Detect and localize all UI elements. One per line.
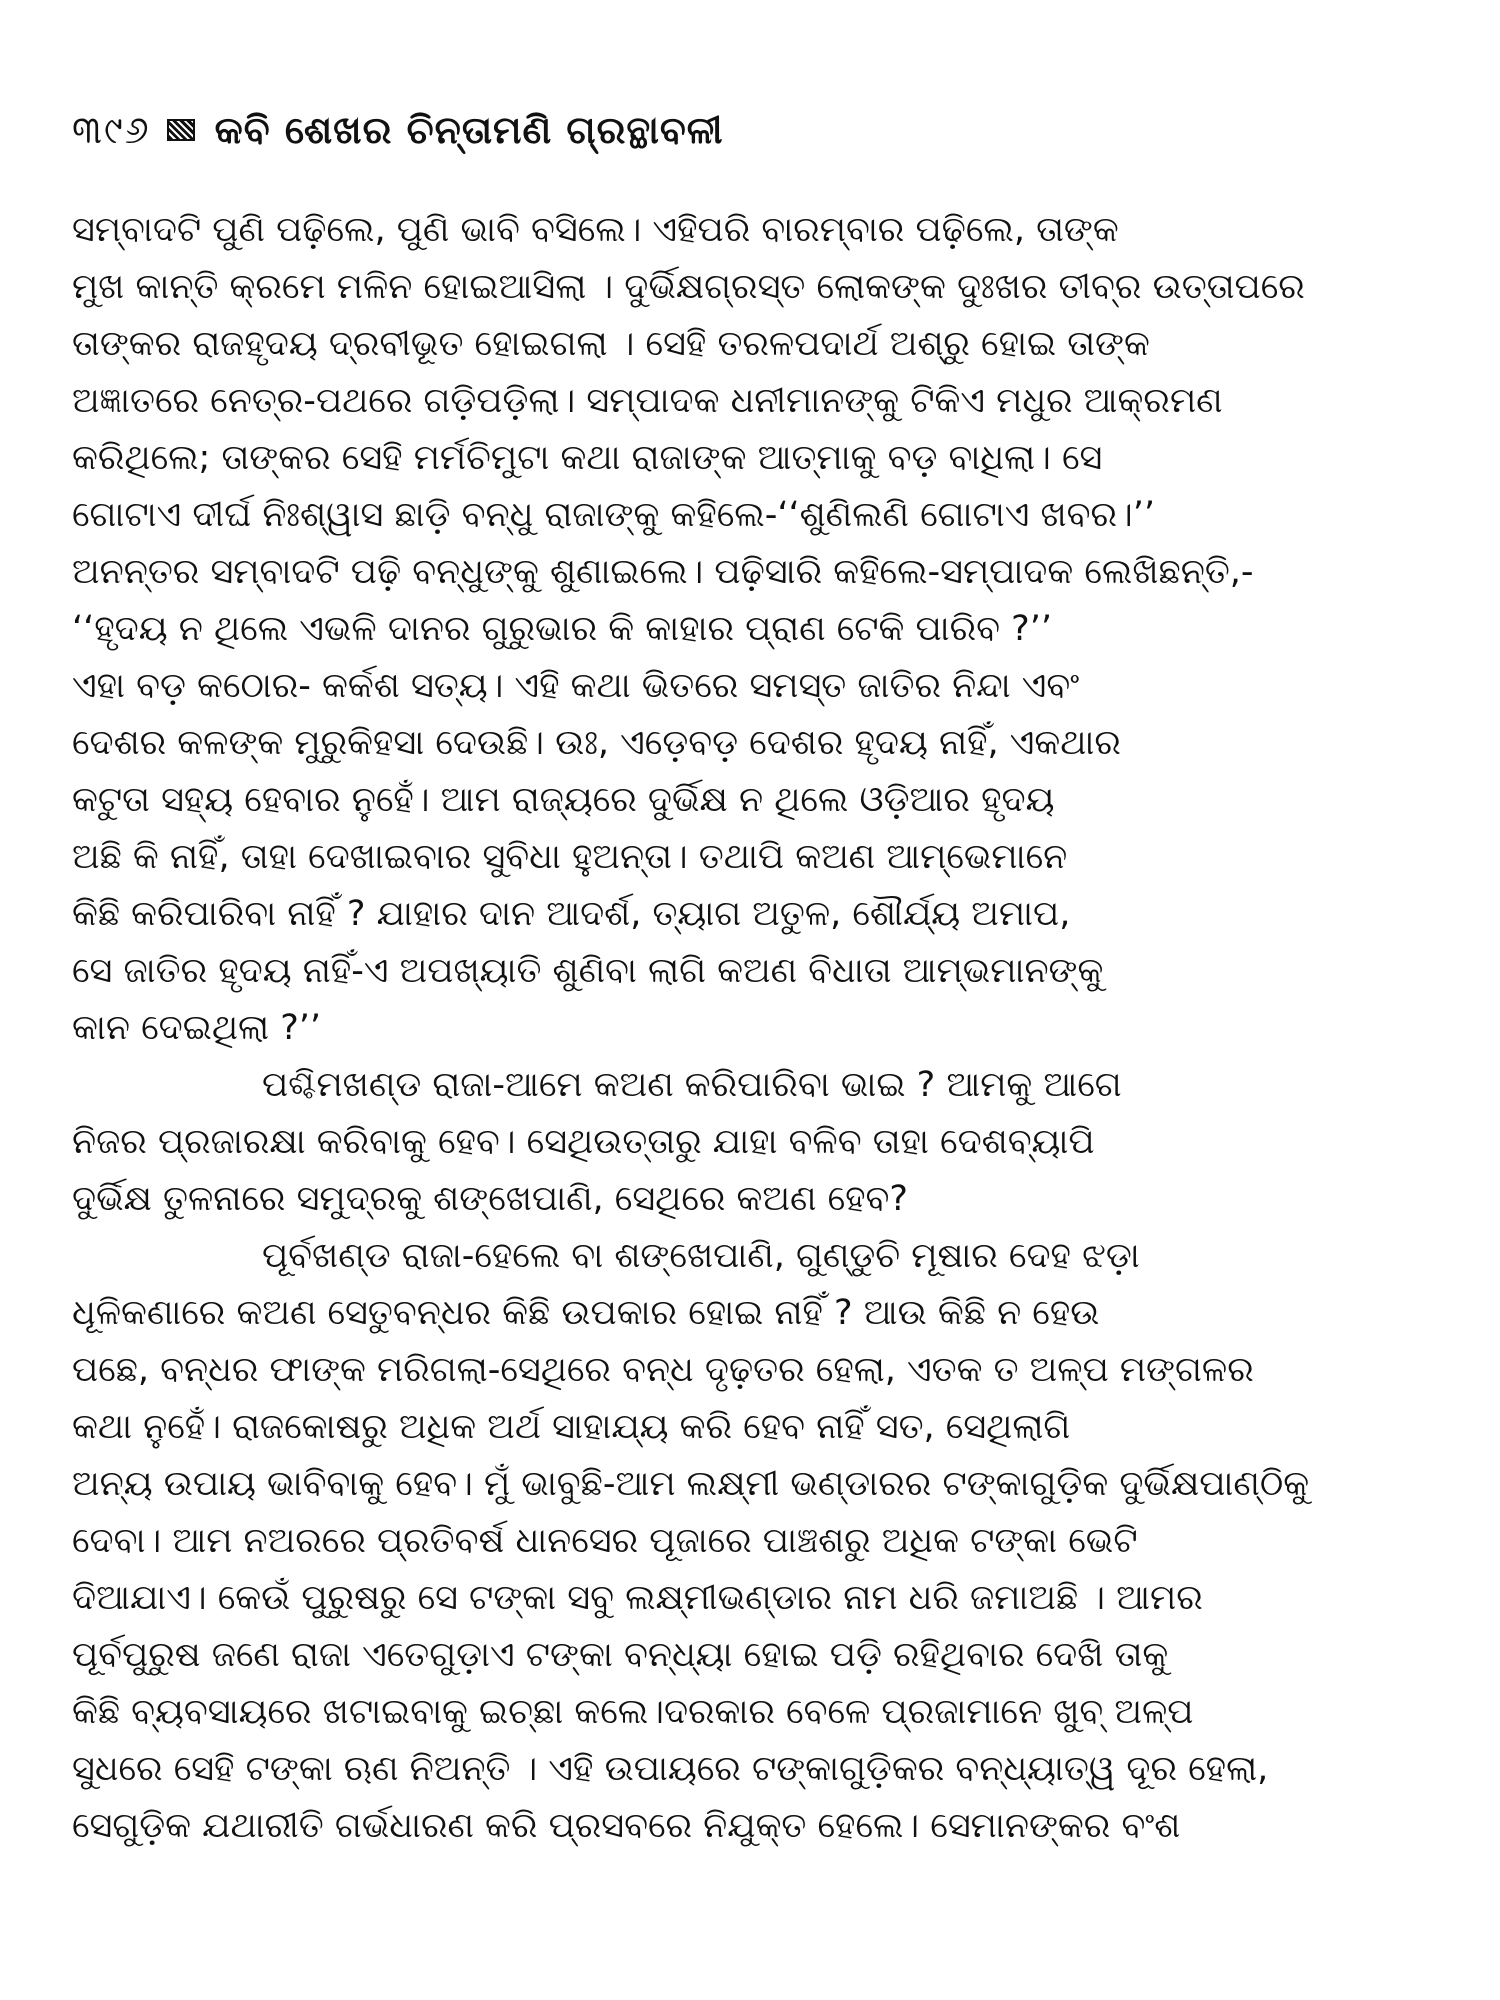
text-line: ଗୋଟାଏ ଦୀର୍ଘ ନିଃଶ୍ୱାସ ଛାଡ଼ି ବନ୍ଧୁ ରାଜାଙ୍କୁ କହିଲେ-‘‘ଶୁଣିଲଣି ଗୋଟାଏ ଖବର।’’ bbox=[72, 495, 1156, 535]
text-line: କରିଥିଲେ; ତାଙ୍କର ସେହି ମର୍ମଚିମୁଟା କଥା ରାଜାଙ୍କ ଆତ୍ମାକୁ ବଡ଼ ବାଧିଲା। ସେ bbox=[72, 438, 1103, 478]
text-line: ସେଗୁଡ଼ିକ ଯଥାରୀତି ଗର୍ଭଧାରଣ କରି ପ୍ରସବରେ ନିଯୁକ୍ତ ହେଲେ। ସେମାନଙ୍କର ବଂଶ bbox=[72, 1806, 1181, 1846]
separator-square-icon bbox=[167, 119, 195, 141]
text-line: କଥା ନୁହେଁ। ରାଜକୋଷରୁ ଅଧିକ ଅର୍ଥ ସାହାଯ୍ୟ କରି ହେବ ନାହିଁ ସତ, ସେଥିଲାଗି bbox=[72, 1407, 1071, 1447]
text-line: ‘‘ହୃଦୟ ନ ଥିଲେ ଏଭଳି ଦାନର ଗୁରୁଭାର କି କାହାର ପ୍ରାଣ ଟେକି ପାରିବ ?’’ bbox=[72, 609, 1052, 649]
text-line: ଦେଶର କଳଙ୍କ ମୁରୁକିହସା ଦେଉଛି। ଉଃ, ଏଡ଼େବଡ଼ ଦେଶର ହୃଦୟ ନାହିଁ, ଏକଥାର bbox=[72, 723, 1121, 763]
page-number: ୩୯୬ bbox=[72, 107, 151, 152]
text-line: କଟୁତା ସହ୍ୟ ହେବାର ନୁହେଁ। ଆମ ରାଜ୍ୟରେ ଦୁର୍ଭିକ୍ଷ ନ ଥିଲେ ଓଡ଼ିଆର ହୃଦୟ bbox=[72, 780, 1055, 820]
text-line: ସେ ଜାତିର ହୃଦୟ ନାହିଁ-ଏ ଅପଖ୍ୟାତି ଶୁଣିବା ଲାଗି କଅଣ ବିଧାତା ଆମ୍ଭମାନଙ୍କୁ bbox=[72, 951, 1104, 991]
text-line: ନିଜର ପ୍ରଜାରକ୍ଷା କରିବାକୁ ହେବ। ସେଥିଉତ୍ତାରୁ ଯାହା ବଳିବ ତାହା ଦେଶବ୍ୟାପି bbox=[72, 1122, 1095, 1162]
body-text bbox=[72, 202, 1422, 1855]
text-line: ଦିଆଯାଏ। କେଉଁ ପୁରୁଷରୁ ସେ ଟଙ୍କା ସବୁ ଲକ୍ଷ୍ମୀଭଣ୍ଡାର ନାମ ଧରି ଜମାଅଛି । ଆମର bbox=[72, 1578, 1203, 1618]
text-line: ତାଙ୍କର ରାଜହୃଦୟ ଦ୍ରବୀଭୂତ ହୋଇଗଲା । ସେହି ତରଳପଦାର୍ଥ ଅଶ୍ରୁ ହୋଇ ତାଙ୍କ bbox=[72, 324, 1150, 364]
text-line: ଅଜ୍ଞାତରେ ନେତ୍ର-ପଥରେ ଗଡ଼ିପଡ଼ିଲା। ସମ୍ପାଦକ ଧନୀମାନଙ୍କୁ ଟିକିଏ ମଧୁର ଆକ୍ରମଣ bbox=[72, 381, 1223, 421]
text-line: ଅନନ୍ତର ସମ୍ବାଦଟି ପଢ଼ି ବନ୍ଧୁଙ୍କୁ ଶୁଣାଇଲେ। ପଢ଼ିସାରି କହିଲେ-ସମ୍ପାଦକ ଲେଖିଛନ୍ତି,- bbox=[72, 552, 1254, 592]
text-line: ସମ୍ବାଦଟି ପୁଣି ପଢ଼ିଲେ, ପୁଣି ଭାବି ବସିଲେ। ଏହିପରି ବାରମ୍ବାର ପଢ଼ିଲେ, ତାଙ୍କ bbox=[72, 210, 1119, 250]
text-line: ଦୁର୍ଭିକ୍ଷ ତୁଳନାରେ ସମୁଦ୍ରକୁ ଶଙ୍ଖେପାଣି, ସେଥିରେ କଅଣ ହେବ? bbox=[72, 1179, 908, 1219]
text-line: ପୂର୍ବଖଣ୍ଡ ରାଜା-ହେଲେ ବା ଶଙ୍ଖେପାଣି, ଗୁଣ୍ଡୁଚି ମୂଷାର ଦେହ ଝଡ଼ା bbox=[262, 1236, 1140, 1276]
text-line: ପଛେ, ବନ୍ଧର ଫାଙ୍କ ମରିଗଲା-ସେଥିରେ ବନ୍ଧ ଦୃଢ଼ତର ହେଲା, ଏତକ ତ ଅଳ୍ପ ମଙ୍ଗଳର bbox=[72, 1350, 1254, 1390]
text-line: ଏହା ବଡ଼ କଠୋର- କର୍କଶ ସତ୍ୟ। ଏହି କଥା ଭିତରେ ସମସ୍ତ ଜାତିର ନିନ୍ଦା ଏବଂ bbox=[72, 666, 1080, 706]
text-line: ସୁଧରେ ସେହି ଟଙ୍କା ଋଣ ନିଅନ୍ତି । ଏହି ଉପାୟରେ ଟଙ୍କାଗୁଡ଼ିକର ବନ୍ଧ୍ୟାତ୍ୱ ଦୂର ହେଲା, bbox=[72, 1749, 1269, 1789]
paragraph bbox=[72, 1228, 1422, 1855]
text-line: ପଶ୍ଚିମଖଣ୍ଡ ରାଜା-ଆମେ କଅଣ କରିପାରିବା ଭାଇ ? ଆମକୁ ଆଗେ bbox=[262, 1065, 1122, 1105]
text-line: ମୁଖ କାନ୍ତି କ୍ରମେ ମଳିନ ହୋଇଆସିଲା । ଦୁର୍ଭିକ୍ଷଗ୍ରସ୍ତ ଲୋକଙ୍କ ଦୁଃଖର ତୀବ୍ର ଉତ୍ତାପରେ bbox=[72, 267, 1305, 307]
text-line: କାନ ଦେଇଥିଲା ?’’ bbox=[72, 1008, 322, 1048]
paragraph bbox=[72, 202, 1422, 1057]
paragraph bbox=[72, 1057, 1422, 1228]
text-line: ଧୂଳିକଣାରେ କଅଣ ସେତୁବନ୍ଧର କିଛି ଉପକାର ହୋଇ ନାହିଁ ? ଆଉ କିଛି ନ ହେଉ bbox=[72, 1293, 1100, 1333]
text-line: ଅଛି କି ନାହିଁ, ତାହା ଦେଖାଇବାର ସୁବିଧା ହୁଅନ୍ତା। ତଥାପି କଅଣ ଆମ୍ଭେମାନେ bbox=[72, 837, 1068, 877]
book-title: କବି ଶେଖର ଚିନ୍ତାମଣି ଗ୍ରନ୍ଥାବଳୀ bbox=[214, 107, 724, 152]
text-line: ଅନ୍ୟ ଉପାୟ ଭାବିବାକୁ ହେବ। ମୁଁ ଭାବୁଛି-ଆମ ଲକ୍ଷ୍ମୀ ଭଣ୍ଡାରର ଟଙ୍କାଗୁଡ଼ିକ ଦୁର୍ଭିକ୍ଷପାଣ୍ଠିକୁ bbox=[72, 1464, 1310, 1504]
text-line: ପୂର୍ବପୁରୁଷ ଜଣେ ରାଜା ଏତେଗୁଡ଼ାଏ ଟଙ୍କା ବନ୍ଧ୍ୟା ହୋଇ ପଡ଼ି ରହିଥିବାର ଦେଖି ତାକୁ bbox=[72, 1635, 1169, 1675]
text-line: କିଛି ବ୍ୟବସାୟରେ ଖଟାଇବାକୁ ଇଚ୍ଛା କଲେ।ଦରକାର ବେଳେ ପ୍ରଜାମାନେ ଖୁବ୍ ଅଳ୍ପ bbox=[72, 1692, 1194, 1732]
text-line: କିଛି କରିପାରିବା ନାହିଁ ? ଯାହାର ଦାନ ଆଦର୍ଶ, ତ୍ୟାଗ ଅତୁଳ, ଶୌର୍ଯ୍ୟ ଅମାପ, bbox=[72, 894, 1071, 934]
running-header bbox=[72, 100, 1422, 160]
text-line: ଦେବା। ଆମ ନଅରରେ ପ୍ରତିବର୍ଷ ଧାନସେର ପୂଜାରେ ପାଞ୍ଚଶରୁ ଅଧିକ ଟଙ୍କା ଭେଟି bbox=[72, 1521, 1138, 1561]
